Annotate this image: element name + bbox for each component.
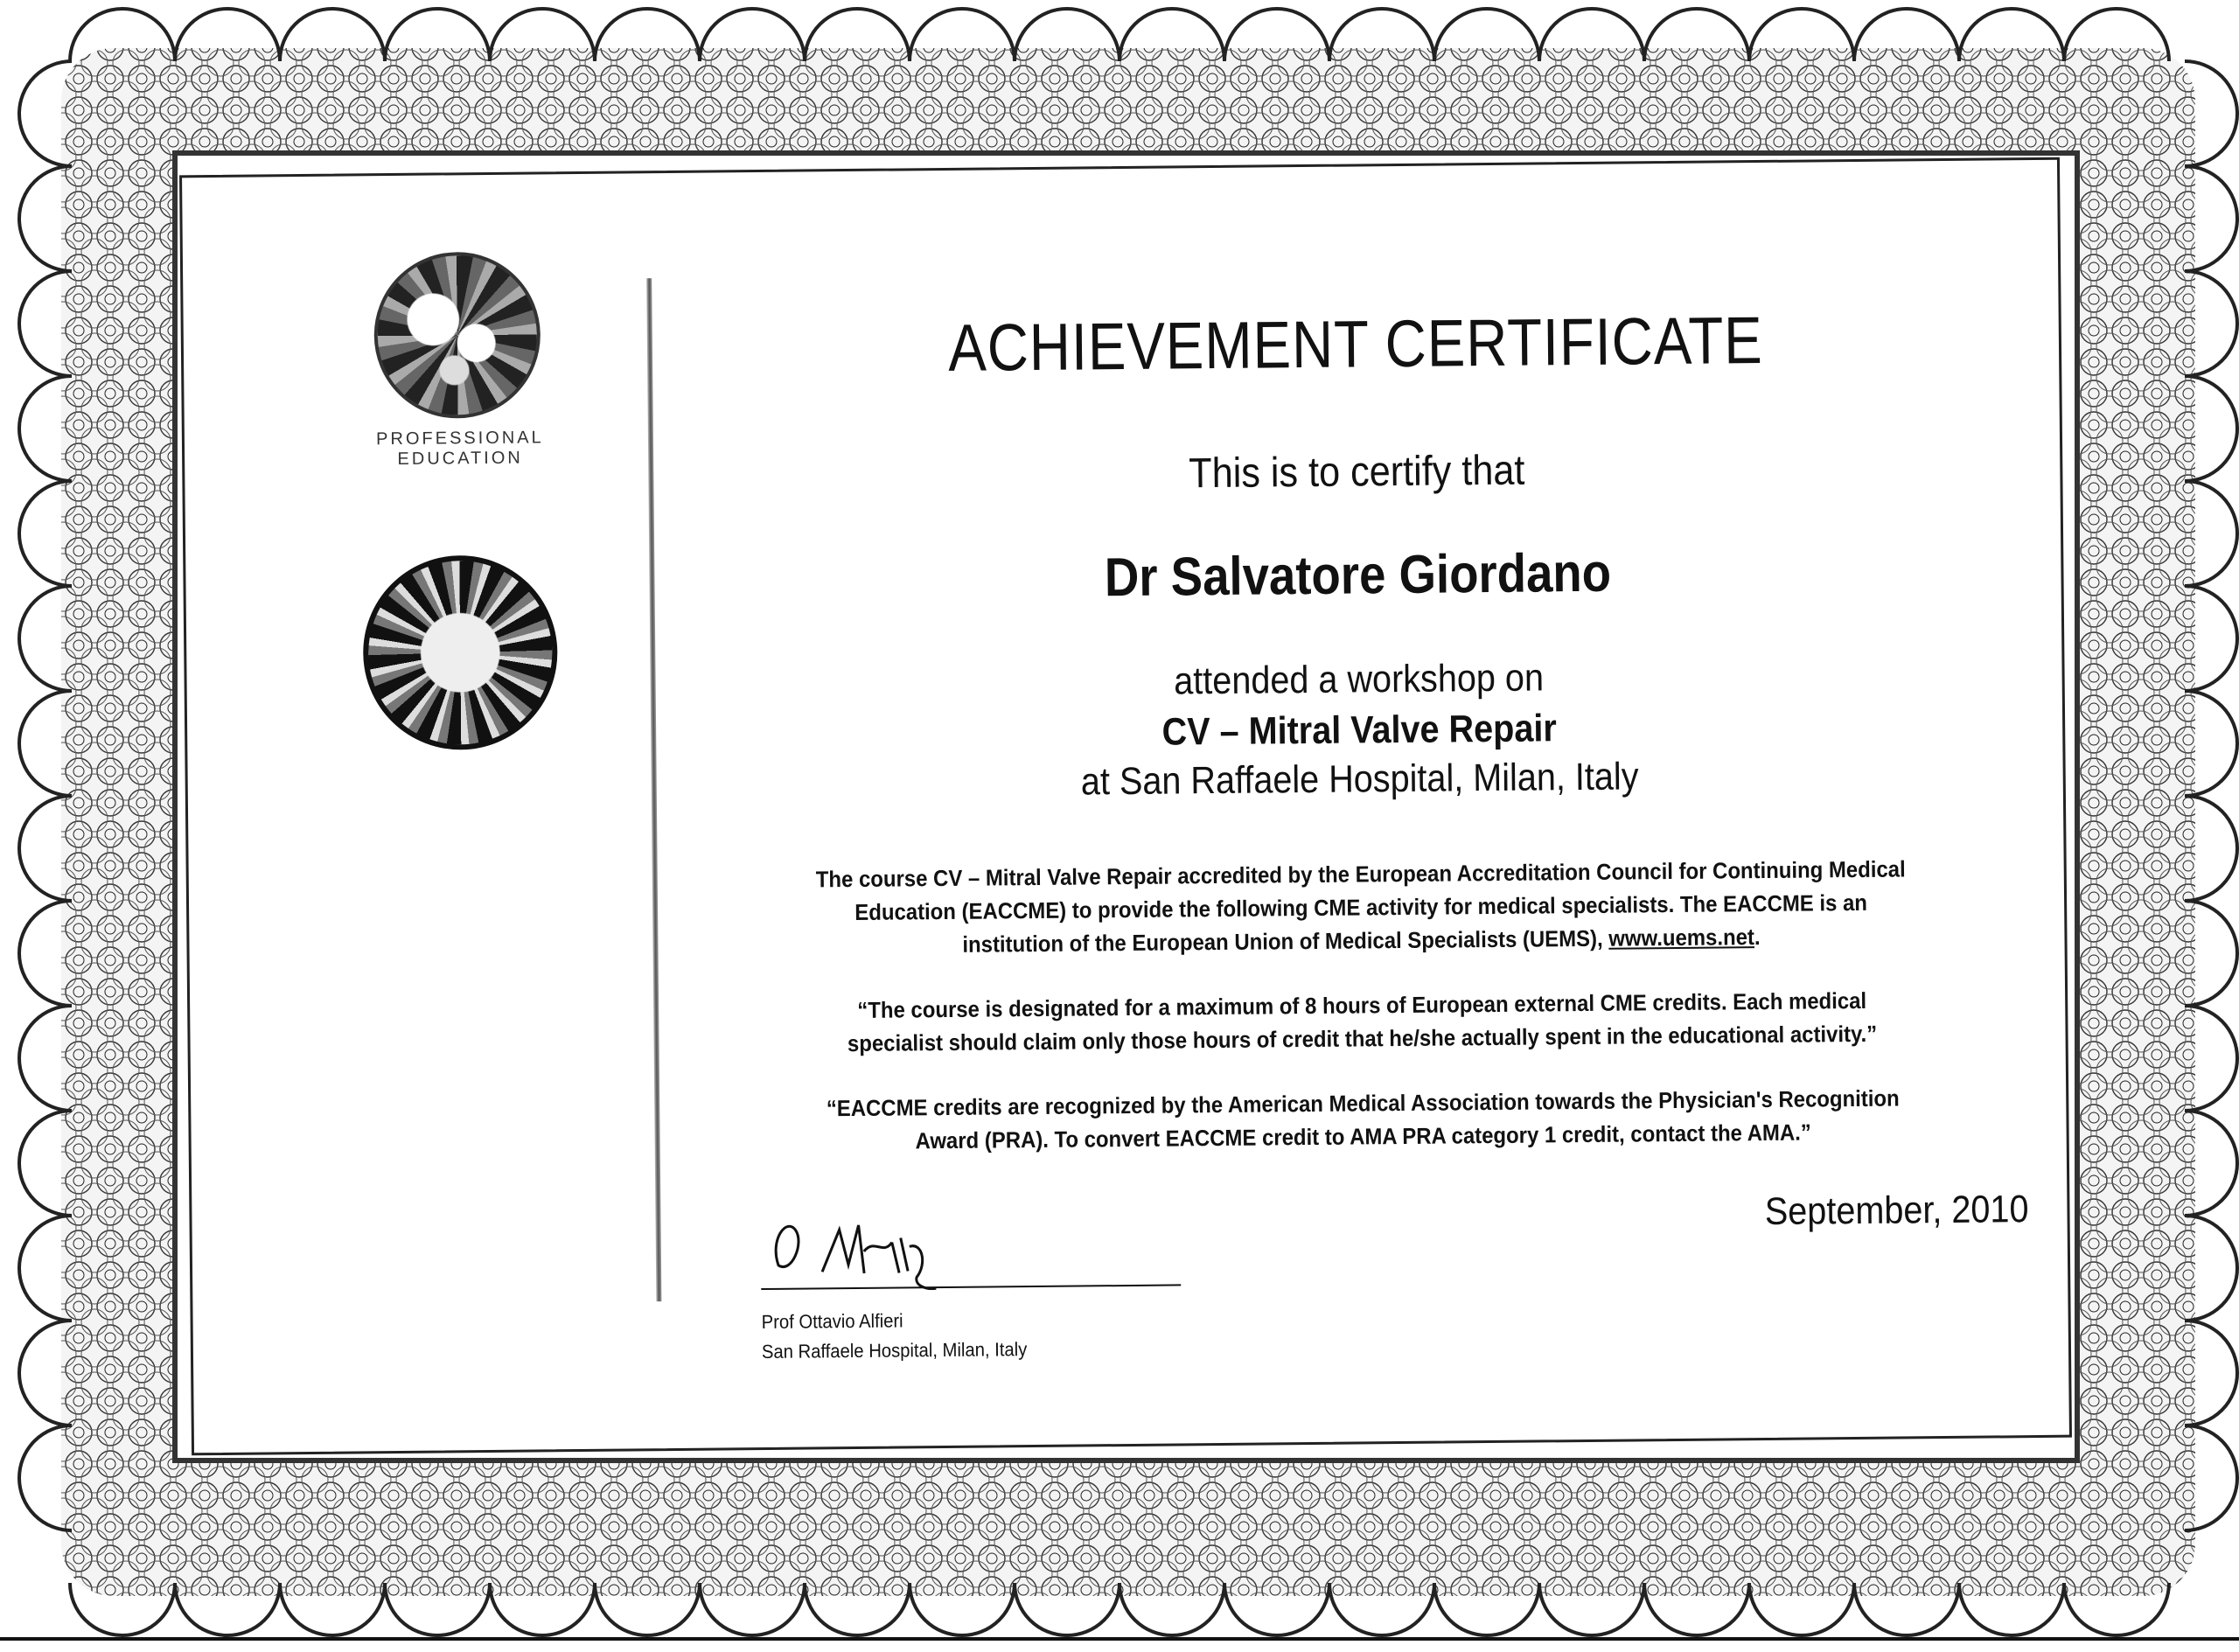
- logo-label: [351, 428, 569, 470]
- recipient-name: Dr Salvatore Giordano: [1104, 542, 1612, 609]
- paragraph-line-end: .: [1754, 924, 1761, 951]
- paragraph-line-text: institution of the European Union of Medical Specialists (UEMS),: [962, 924, 1609, 958]
- uems-link[interactable]: www.uems.net: [1608, 924, 1755, 951]
- attended-line: attended a workshop on: [1174, 656, 1545, 703]
- certificate-title: ACHIEVEMENT CERTIFICATE: [947, 303, 1763, 386]
- logo-label-line1: PROFESSIONAL: [376, 428, 544, 450]
- vertical-divider: [646, 278, 661, 1301]
- logo-label-line2: EDUCATION: [397, 448, 523, 469]
- paragraph-line: specialist should claim only those hours of credit that he/she actually spent in the educational activity.”: [847, 1020, 1878, 1057]
- paragraph-line: The course CV – Mitral Valve Repair accredited by the European Accreditation Council for Continuing Medical: [815, 855, 1906, 893]
- workshop-name: CV – Mitral Valve Repair: [1161, 707, 1558, 754]
- emblem-seal: [362, 554, 558, 750]
- certificate-panel: [179, 157, 2072, 1456]
- certificate-date: September, 2010: [1764, 1188, 2029, 1234]
- ama-paragraph: [736, 1081, 1991, 1160]
- certify-line: This is to certify that: [1189, 447, 1525, 498]
- accreditation-paragraph: [733, 852, 1989, 964]
- signature-mark: [760, 1202, 1023, 1292]
- workshop-location: at San Raffaele Hospital, Milan, Italy: [1080, 755, 1639, 804]
- paragraph-line: Education (EACCME) to provide the following CME activity for medical specialists. The EACCME is an: [854, 889, 1868, 925]
- credits-paragraph: [734, 983, 1990, 1062]
- scan-bottom-edge: [0, 1637, 2239, 1641]
- signer-affiliation: San Raffaele Hospital, Milan, Italy: [761, 1338, 1028, 1363]
- professional-education-logo: [373, 251, 541, 419]
- paragraph-line: Award (PRA). To convert EACCME credit to AMA PRA category 1 credit, contact the AMA.”: [915, 1119, 1811, 1154]
- paragraph-line: “EACCME credits are recognized by the American Medical Association towards the Physician's Recognition: [826, 1084, 1900, 1122]
- signer-name: Prof Ottavio Alfieri: [761, 1309, 903, 1334]
- paragraph-line: “The course is designated for a maximum of 8 hours of European external CME credits. Each medical: [857, 986, 1867, 1023]
